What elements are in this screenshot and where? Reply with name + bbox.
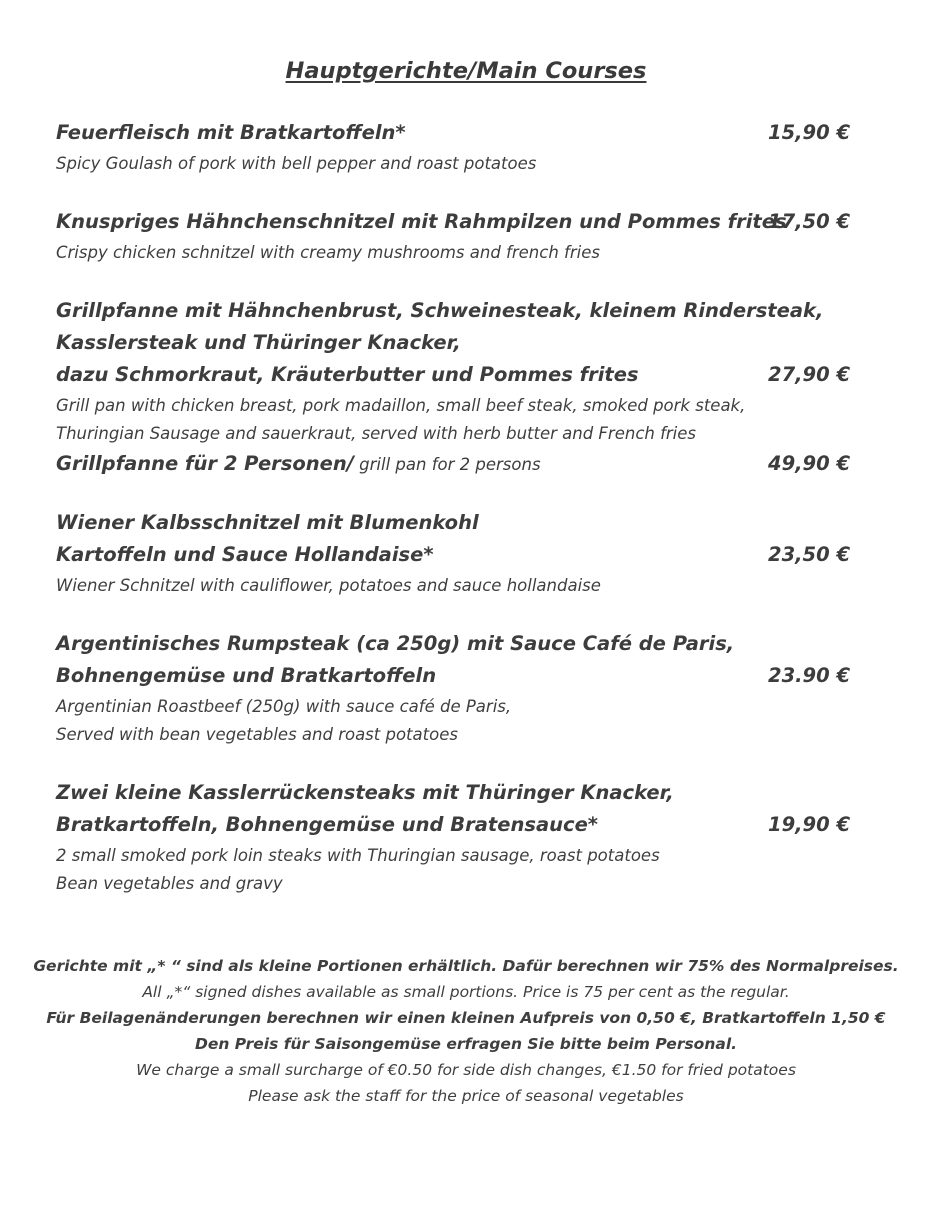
dish-price: 15,90 € bbox=[768, 121, 851, 144]
dish-name: Bratkartoffeln, Bohnengemüse und Bratensauce* bbox=[56, 813, 598, 836]
dish-description: Grill pan with chicken breast, pork madaillon, small beef steak, smoked pork steak, bbox=[56, 396, 746, 415]
small-portion-note-de: Gerichte mit „* “ sind als kleine Portionen erhältlich. Dafür berechnen wir 75% des Normalpreises. bbox=[33, 957, 899, 975]
dish-name: Argentinisches Rumpsteak (ca 250g) mit Sauce Café de Paris, bbox=[56, 632, 735, 655]
dish-description: Served with bean vegetables and roast potatoes bbox=[56, 725, 458, 744]
dish-extra-option bbox=[56, 452, 541, 475]
dish-description: Crispy chicken schnitzel with creamy mushrooms and french fries bbox=[56, 243, 600, 262]
dish-description: Thuringian Sausage and sauerkraut, served with herb butter and French fries bbox=[56, 424, 697, 443]
dish-description: Argentinian Roastbeef (250g) with sauce café de Paris, bbox=[56, 697, 512, 716]
dish-name: Knuspriges Hähnchenschnitzel mit Rahmpilzen und Pommes frites bbox=[56, 210, 787, 233]
dish-description: Wiener Schnitzel with cauliflower, potatoes and sauce hollandaise bbox=[56, 576, 601, 595]
dish-name: Grillpfanne mit Hähnchenbrust, Schweinesteak, kleinem Rindersteak, bbox=[56, 299, 824, 322]
seasonal-note-de: Den Preis für Saisongemüse erfragen Sie bitte beim Personal. bbox=[194, 1035, 738, 1053]
page-title: Hauptgerichte/Main Courses bbox=[285, 58, 647, 84]
dish-price: 27,90 € bbox=[768, 363, 851, 386]
extra-option-price: 49,90 € bbox=[768, 452, 851, 475]
surcharge-note-en: We charge a small surcharge of €0.50 for side dish changes, €1.50 for fried potatoes bbox=[136, 1061, 796, 1079]
dish-name: Wiener Kalbsschnitzel mit Blumenkohl bbox=[56, 511, 479, 534]
extra-option-description: grill pan for 2 persons bbox=[353, 455, 541, 474]
dish-description: 2 small smoked pork loin steaks with Thuringian sausage, roast potatoes bbox=[56, 846, 660, 865]
dish-name: Bohnengemüse und Bratkartoffeln bbox=[56, 664, 437, 687]
dish-price: 23.90 € bbox=[768, 664, 851, 687]
dish-description: Bean vegetables and gravy bbox=[56, 874, 283, 893]
dish-name: Zwei kleine Kasslerrückensteaks mit Thüringer Knacker, bbox=[56, 781, 674, 804]
dish-price: 23,50 € bbox=[768, 543, 851, 566]
seasonal-note-en: Please ask the staff for the price of seasonal vegetables bbox=[248, 1087, 684, 1105]
dish-price: 19,90 € bbox=[768, 813, 851, 836]
small-portion-note-en: All „*“ signed dishes available as small portions. Price is 75 per cent as the regular. bbox=[142, 983, 790, 1001]
dish-name: Feuerfleisch mit Bratkartoffeln* bbox=[56, 121, 406, 144]
dish-name: Kartoffeln und Sauce Hollandaise* bbox=[56, 543, 434, 566]
surcharge-note-de: Für Beilagenänderungen berechnen wir einen kleinen Aufpreis von 0,50 €, Bratkartoffeln 1,50 € bbox=[46, 1009, 886, 1027]
dish-name: dazu Schmorkraut, Kräuterbutter und Pommes frites bbox=[56, 363, 639, 386]
dish-name: Kasslersteak und Thüringer Knacker, bbox=[56, 331, 461, 354]
extra-option-name: Grillpfanne für 2 Personen/ bbox=[56, 452, 354, 475]
dish-description: Spicy Goulash of pork with bell pepper and roast potatoes bbox=[56, 154, 537, 173]
dish-price: 17,50 € bbox=[768, 210, 851, 233]
